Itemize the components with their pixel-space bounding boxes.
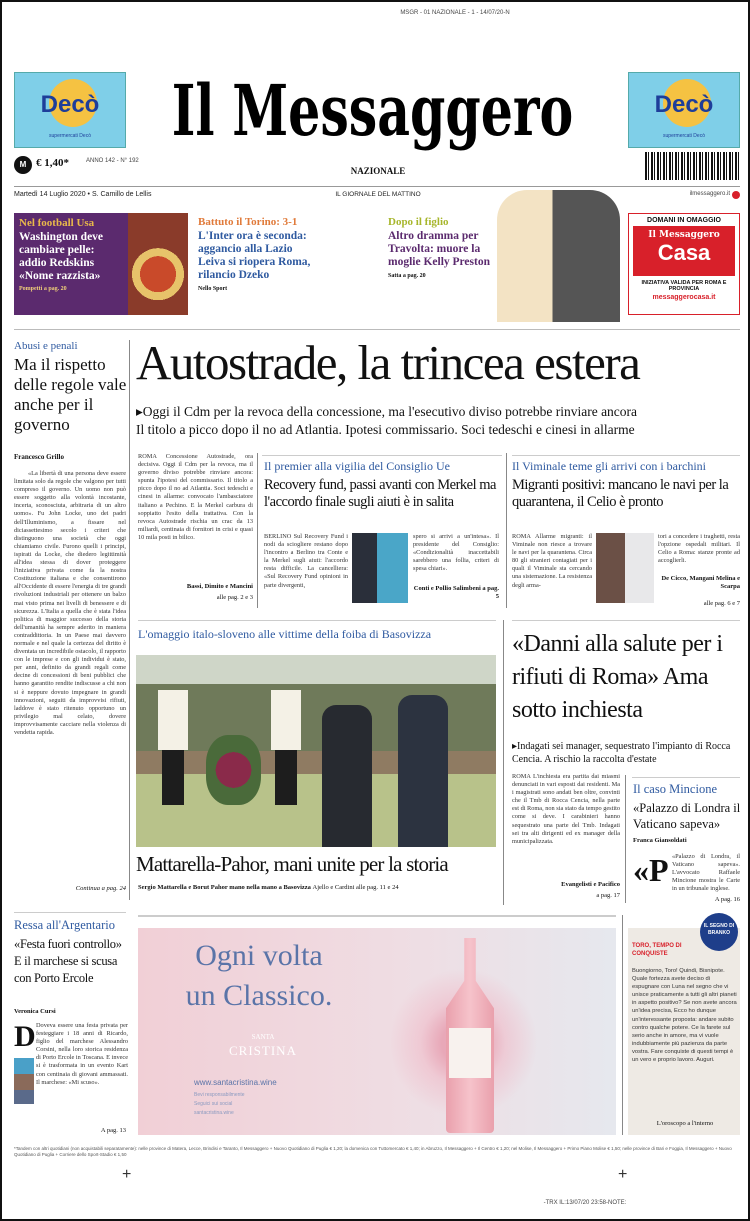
- lead-sub2: Il titolo a picco dopo il no ad Atlantia. Ipotesi commissario. Soci tedeschi e cinesi in allarme: [136, 422, 635, 437]
- masthead-title: Il Messaggero: [171, 70, 574, 153]
- ad-line: Bevi responsabilmente: [194, 1092, 245, 1098]
- divider: [138, 915, 616, 917]
- casa-ad-top: DOMANI IN OMAGGIO: [647, 217, 721, 224]
- divider: [262, 455, 502, 456]
- lead-byline: Bassi, Dimito e Mancini: [186, 583, 253, 590]
- teaser-kicker: Battuto il Torino: 3-1: [198, 216, 298, 228]
- editorial-headline[interactable]: Ma il rispetto delle regole vale anche per il governo: [14, 355, 127, 434]
- ad-brand: Decò: [40, 91, 100, 118]
- deco-ad-right[interactable]: [628, 72, 740, 148]
- ad-brand-top: SANTA: [251, 1033, 275, 1041]
- travolta-photo: [497, 190, 620, 322]
- wine-ad[interactable]: [138, 928, 616, 1135]
- migranti-byline: De Cicco, Mangani Melina e Scarpa: [661, 575, 740, 590]
- website[interactable]: ilmessaggero.it: [689, 191, 730, 197]
- bullet-icon: ▸: [512, 741, 518, 752]
- editorial-body: «La libertà di una persona deve essere limitata solo da regole che valgono per tutti compreso il governo. Un uomo non può essere soggetto alla volontà incostante, incerta, sconosciuta, arbitraria di un altro uomo». Fu John Locke, uno dei padri dell'Illuminismo, a fissare nel diciassettesimo secolo i criteri che distinguono una società che oggi chiamiamo civile. Furono quelli i principi, ispirati da Locke, che diedero legittimità all'idea stessa di dover proteggere l'iniziativa privata come fa la nostra Costituzione italiana e che consentirono all'Occidente di essere l'energia di tre grandi rivoluzioni industriali per ottenere un balzo mai visto prima nei livelli di benessere e di sicurezza. L'Italia a quella che è stata l'idea politica di maggior successo della storia dell'umanità ha sempre aderito in maniera contraddittoria. In un Paese mai davvero normale e nel quale la certezza del diritto è diventata un incredibile ostacolo, il rapporto con le imprese e con gli individui è stato, per anni, definito da grandi regali come decine di concessioni di beni pubblici che hanno garantito rendite indiscusse a chi non si è neppure dovuto impegnare in grandi innovazioni, seguiti da improvvisi rifiuti, laddove è stato ritenuto opportuno un privilegio mal celato, dovere improvvisamente cacciare nella violenza di vendetta rapida.: [14, 470, 126, 736]
- divider: [512, 620, 740, 621]
- column-divider: [625, 775, 626, 903]
- inter-player-photo: [321, 213, 379, 313]
- photo-story-headline[interactable]: Mattarella-Pahor, mani unite per la storia: [136, 852, 448, 876]
- teaser-headline: L'Inter ora è seconda: aggancio alla Lazio Leiva si riopera Roma, rilancio Dzeko: [198, 230, 311, 281]
- divider: [512, 455, 740, 456]
- rifiuti-sub: Indagati sei manager, sequestrato l'impianto di Rocca Cencia. A rischio la raccolta d'estate: [512, 741, 731, 765]
- photo-ref[interactable]: Ajello e Cardini alle pag. 11 e 24: [312, 884, 399, 891]
- deco-ad-left[interactable]: [14, 72, 126, 148]
- column-divider: [129, 340, 130, 900]
- mincione-headline[interactable]: «Palazzo di Londra il Vaticano sapeva»: [633, 801, 741, 831]
- date-line: Martedì 14 Luglio 2020 • S. Camillo de Lellis: [14, 191, 152, 198]
- divider: [138, 620, 496, 621]
- ad-line: santacristina.wine: [194, 1110, 234, 1116]
- horoscope-body: Buongiorno, Toro! Quindi, Bisnipote. Quale fortezza avete deciso di espugnare con Luna nel segno che vi unisce praticamente a tutti gli altri pianeti in aspetto positivo? Se non avete ancora un'idea precisa, Ecco ho dunque un'interessante proposta: andare subito contro qualche potere. Ce la farete sul serio anche in amore, ma vi vuole indubbiamente più pazienza da parte vostra. Fare conquiste di questi tempi è un vero e proprio lavoro. Auguri.: [632, 968, 737, 1064]
- rifiuti-body: ROMA L'inchiesta era partita dai miasmi denunciati in vari esposti dai residenti. Ma i magistrati sono andati ben oltre, convinti che il Tmb di Rocca Cencia, nella parte est di Roma, non sia stato da tempo gestito come si deve. I carabinieri hanno sequestrato una parte del Tmb. Indagati sei tra alti dirigenti ed ex manager della municipalizzata.: [512, 773, 620, 845]
- ad-brand: CRISTINA: [229, 1043, 297, 1058]
- divider: [632, 777, 740, 778]
- teaser-ref: Pompetti a pag. 20: [19, 286, 67, 292]
- editorial-continue[interactable]: Continua a pag. 24: [75, 885, 126, 892]
- ad-slogan-1: Ogni volta: [195, 939, 323, 972]
- bullet-icon: ▸: [136, 404, 143, 419]
- mincione-kicker: Il caso Mincione: [633, 782, 718, 796]
- column-divider: [257, 453, 258, 608]
- teaser-ref: Nello Sport: [198, 286, 228, 292]
- edition-code: MSGR - 01 NAZIONALE - 1 - 14/07/20-N: [400, 10, 510, 16]
- tagline: IL GIORNALE DEL MATTINO: [335, 191, 421, 198]
- porto-ercole-photo: [14, 1058, 34, 1104]
- migranti-body-2: tori a concedere i traghetti, resta l'opzione ospedali militari. Il Celio a Roma: stanze pronte ad accoglierli.: [658, 533, 740, 565]
- casa-ad[interactable]: [628, 213, 740, 315]
- argentario-ref[interactable]: A pag. 13: [100, 1127, 126, 1134]
- conte-merkel-photo: [352, 533, 408, 603]
- basovizza-photo: [136, 655, 496, 847]
- argentario-kicker: Ressa all'Argentario: [14, 918, 115, 932]
- recovery-body-2: spero si arrivi a un'intesa». Il presidente del Consiglio: «Condizionalità inaccettabili sarebbero una follia, criteri di spesa chiari».: [413, 533, 499, 573]
- photo-caption: Sergio Mattarella e Borut Pahor mano nella mano a Basovizza: [138, 884, 311, 891]
- price: € 1,40*: [36, 157, 69, 169]
- argentario-author: Veronica Cursi: [14, 1008, 56, 1015]
- drop-cap: D: [14, 1020, 36, 1053]
- teaser-headline: Altro dramma per Travolta: muore la moglie Kelly Preston: [388, 230, 490, 268]
- migranti-headline[interactable]: Migranti positivi: mancano le navi per la quarantena, il Celio è pronto: [512, 477, 729, 510]
- casa-ad-url[interactable]: messaggerocasa.it: [652, 294, 716, 301]
- horoscope-kicker: TORO, TEMPO DI CONQUISTE: [632, 943, 682, 957]
- divider: [14, 186, 740, 187]
- teaser-football[interactable]: [14, 213, 128, 315]
- branko-badge: IL SEGNO DI BRANKO: [700, 913, 738, 951]
- teaser-travolta[interactable]: [388, 216, 496, 279]
- rifiuti-headline[interactable]: «Danni alla salute per i rifiuti di Roma» Ama sotto inchiesta: [512, 631, 723, 723]
- lead-sub1: Oggi il Cdm per la revoca della concessione, ma l'esecutivo diviso potrebbe rinviare ancora: [142, 404, 638, 419]
- migranti-body: ROMA Allarme migranti: il Viminale non riesce a trovare le navi per la quarantena. Circa 80 gli stranieri contagiati per i quali il Viminale sta cercando una sistemazione. La resistenza degli arma-: [512, 533, 592, 589]
- mincione-author: Franca Giansoldati: [633, 837, 687, 844]
- mincione-ref[interactable]: A pag. 16: [714, 896, 740, 903]
- argentario-body: Doveva essere una festa privata per festeggiare i 18 anni di Ricardo, figlio del marchese Alessandro Corsini, nella loro storica residenza di Porto Ercole in Toscana. E invece si è trasformata in un evento Kart con centinaia di giovani ammassati. Il marchese: «Mi scuso».: [36, 1022, 128, 1086]
- column-divider: [622, 915, 623, 1135]
- ad-sub: supermercati Decò: [49, 133, 91, 139]
- footer-legal: *Tandem con altri quotidiani (non acquistabili separatamente): nelle province di Matera, Lecce, Brindisi e Taranto, Il Messaggero + Nuovo Quotidiano di Puglia € 1,20; la domenica con Tuttomercato € 1,40; in Abruzzo, Il Messaggero + Il Centro € 1,20; nel Molise, Il Messaggero + Primo Piano Molise € 1,50; nelle province di Bari e Foggia, Il Messaggero + Nuovo Quotidiano di Puglia + Corriere dello Sport-Stadio € 1,50: [14, 1146, 732, 1157]
- editorial-kicker: Abusi e penali: [14, 340, 78, 352]
- recovery-headline[interactable]: Recovery fund, passi avanti con Merkel ma l'accordo finale sugli aiuti è in salita: [264, 477, 496, 510]
- teaser-headline: Washington deve cambiare pelle: addio Redskins «Nome razzista»: [19, 231, 104, 282]
- horoscope-sign: L'oroscopo a l'interno: [656, 1120, 714, 1127]
- registration-mark-icon: +: [618, 1166, 628, 1183]
- ad-line: Seguici sui social: [194, 1101, 233, 1107]
- redskins-photo: [128, 213, 188, 315]
- lead-ref[interactable]: alle pag. 2 e 3: [216, 594, 253, 601]
- column-divider: [506, 453, 507, 608]
- ad-slogan-2: un Classico.: [185, 979, 333, 1012]
- casa-ad-note: INIZIATIVA VALIDA PER ROMA E PROVINCIA: [641, 280, 727, 292]
- print-code: -TRX IL:13/07/20 23:58-NOTE:: [543, 1200, 627, 1206]
- lead-body: ROMA Concessione Autostrade, ora decisiva. Oggi il Cdm per la revoca, ma il governo diviso potrebbe rinviare ancora: spunta l'ipotesi del commissario. Il titolo a picco dopo il no ad Atlantia. Soci tedeschi e cinesi in allarme: convocato l'ambasciatore italiano a Pechino. E la Merkel carbura di soppiatto l'esito della trattativa. Con la revoca Autostrade rischia un crac da 13 miliardi, centinaia di fornitori in crisi e quasi 10 mila posti in bilico.: [138, 453, 253, 541]
- divider: [14, 912, 126, 913]
- argentario-headline[interactable]: «Festa fuori controllo» E il marchese si scusa con Porto Ercole: [14, 937, 122, 985]
- recovery-body: BERLINO Sul Recovery Fund i nodi da sciogliere restano dopo l'incontro a Berlino tra Conte e la Merkel sugli aiuti: l'accordo resta difficile. La cancelliera: «Sul Recovery Fund opinioni in parte divergenti,: [264, 533, 348, 589]
- migranti-photo: [596, 533, 654, 603]
- migranti-kicker: Il Viminale teme gli arrivi con i barchini: [512, 459, 706, 473]
- ad-sub: supermercati Decò: [663, 133, 705, 139]
- ad-url[interactable]: www.santacristina.wine: [194, 1078, 277, 1087]
- red-dot-icon: [732, 191, 740, 199]
- teaser-kicker: Nel football Usa: [19, 217, 95, 229]
- teaser-kicker: Dopo il figlio: [388, 216, 449, 228]
- edition-label: NAZIONALE: [350, 166, 406, 176]
- lead-headline[interactable]: Autostrade, la trincea estera: [136, 335, 640, 390]
- editorial-author: Francesco Grillo: [14, 453, 64, 461]
- bottle-label: [449, 1028, 491, 1078]
- teaser-ref: Satta a pag. 20: [388, 273, 426, 279]
- issue-number: ANNO 142 - N° 192: [86, 158, 139, 164]
- rifiuti-byline: Evangelisti e Pacifico: [561, 881, 620, 888]
- ad-brand: Decò: [654, 91, 714, 118]
- mincione-body: «Palazzo di Londra, il Vaticano sapeva». L'avvocato Raffaele Mincione mostra le Carte in un tribunale inglese.: [672, 853, 740, 893]
- recovery-kicker: Il premier alla vigilia del Consiglio Ue: [264, 459, 450, 473]
- rifiuti-ref[interactable]: a pag. 17: [596, 892, 620, 899]
- registration-mark-icon: +: [122, 1166, 132, 1183]
- casa-ad-brand: Il Messaggero: [648, 230, 720, 240]
- divider: [14, 329, 740, 330]
- column-divider: [503, 620, 504, 905]
- casa-ad-title: Casa: [657, 240, 711, 265]
- drop-cap-quote: «P: [633, 852, 669, 888]
- barcode: [645, 152, 740, 180]
- issue-badge-icon: M: [14, 156, 32, 174]
- photo-story-kicker: L'omaggio italo-sloveno alle vittime della foiba di Basovizza: [138, 627, 432, 641]
- teaser-inter[interactable]: [198, 216, 320, 292]
- migranti-ref[interactable]: alle pag. 6 e 7: [703, 600, 740, 607]
- recovery-byline: Conti e Pollio Salimbeni a pag. 5: [413, 585, 499, 600]
